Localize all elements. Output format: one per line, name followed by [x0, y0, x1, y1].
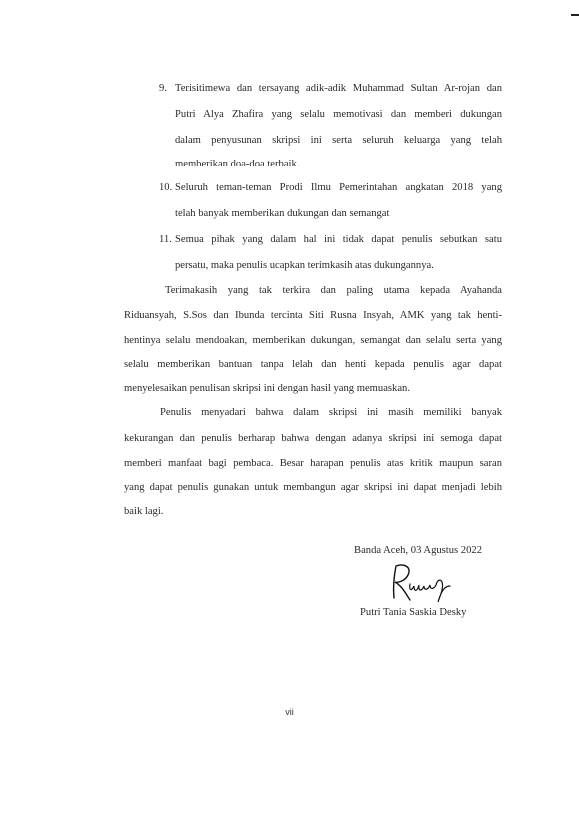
list-number-9: 9. [159, 83, 167, 94]
paragraph-1-line-2: Riduansyah, S.Sos dan Ibunda tercinta Siti Rusna Insyah, AMK yang tak henti- [124, 310, 502, 321]
list-item-9-line-3: dalam penyusunan skripsi ini serta seluruh keluarga yang telah [175, 135, 502, 146]
paragraph-2-line-3: memberi manfaat bagi pembaca. Besar harapan penulis atas kritik maupun saran [124, 458, 502, 469]
list-item-11-line-2: persatu, maka penulis ucapkan terimkasih atas dukungannya. [175, 260, 434, 271]
list-item-9-line-4: memberikan doa-doa terbaik. [175, 159, 300, 166]
list-item-9-line-2: Putri Alya Zhafira yang selalu memotivasi dan memberi dukungan [175, 109, 502, 120]
paragraph-1-line-5: menyelesaikan penulisan skripsi ini dengan hasil yang memuaskan. [124, 383, 410, 394]
paragraph-1-line-3: hentinya selalu mendoakan, memberikan dukungan, semangat dan selalu serta yang [124, 335, 502, 346]
paragraph-1-line-4: selalu memberikan bantuan tanpa lelah dan henti kepada penulis agar dapat [124, 359, 502, 370]
author-name: Putri Tania Saskia Desky [360, 607, 467, 618]
list-item-10-line-2: telah banyak memberikan dukungan dan semangat [175, 208, 390, 219]
list-item-9-line-1: Terisitimewa dan tersayang adik-adik Muhammad Sultan Ar-rojan dan [175, 83, 502, 94]
paragraph-1-line-1: Terimakasih yang tak terkira dan paling utama kepada Ayahanda [165, 285, 502, 296]
page-number: vii [285, 707, 294, 717]
page-edge-mark [571, 14, 579, 16]
list-number-10: 10. [159, 182, 173, 193]
list-item-11-line-1: Semua pihak yang dalam hal ini tidak dapat penulis sebutkan satu [175, 234, 502, 245]
list-item-10-line-1: Seluruh teman-teman Prodi Ilmu Pemerintahan angkatan 2018 yang [175, 182, 502, 193]
paragraph-2-line-5: baik lagi. [124, 506, 164, 517]
list-number-11: 11. [159, 234, 172, 245]
signature [384, 562, 456, 604]
paragraph-2-line-1: Penulis menyadari bahwa dalam skripsi ini masih memiliki banyak [160, 407, 502, 418]
place-date: Banda Aceh, 03 Agustus 2022 [354, 545, 482, 556]
paragraph-2-line-2: kekurangan dan penulis berharap bahwa dengan adanya skripsi ini semoga dapat [124, 433, 502, 444]
paragraph-2-line-4: yang dapat penulis gunakan untuk membangun agar skripsi ini dapat menjadi lebih [124, 482, 502, 493]
